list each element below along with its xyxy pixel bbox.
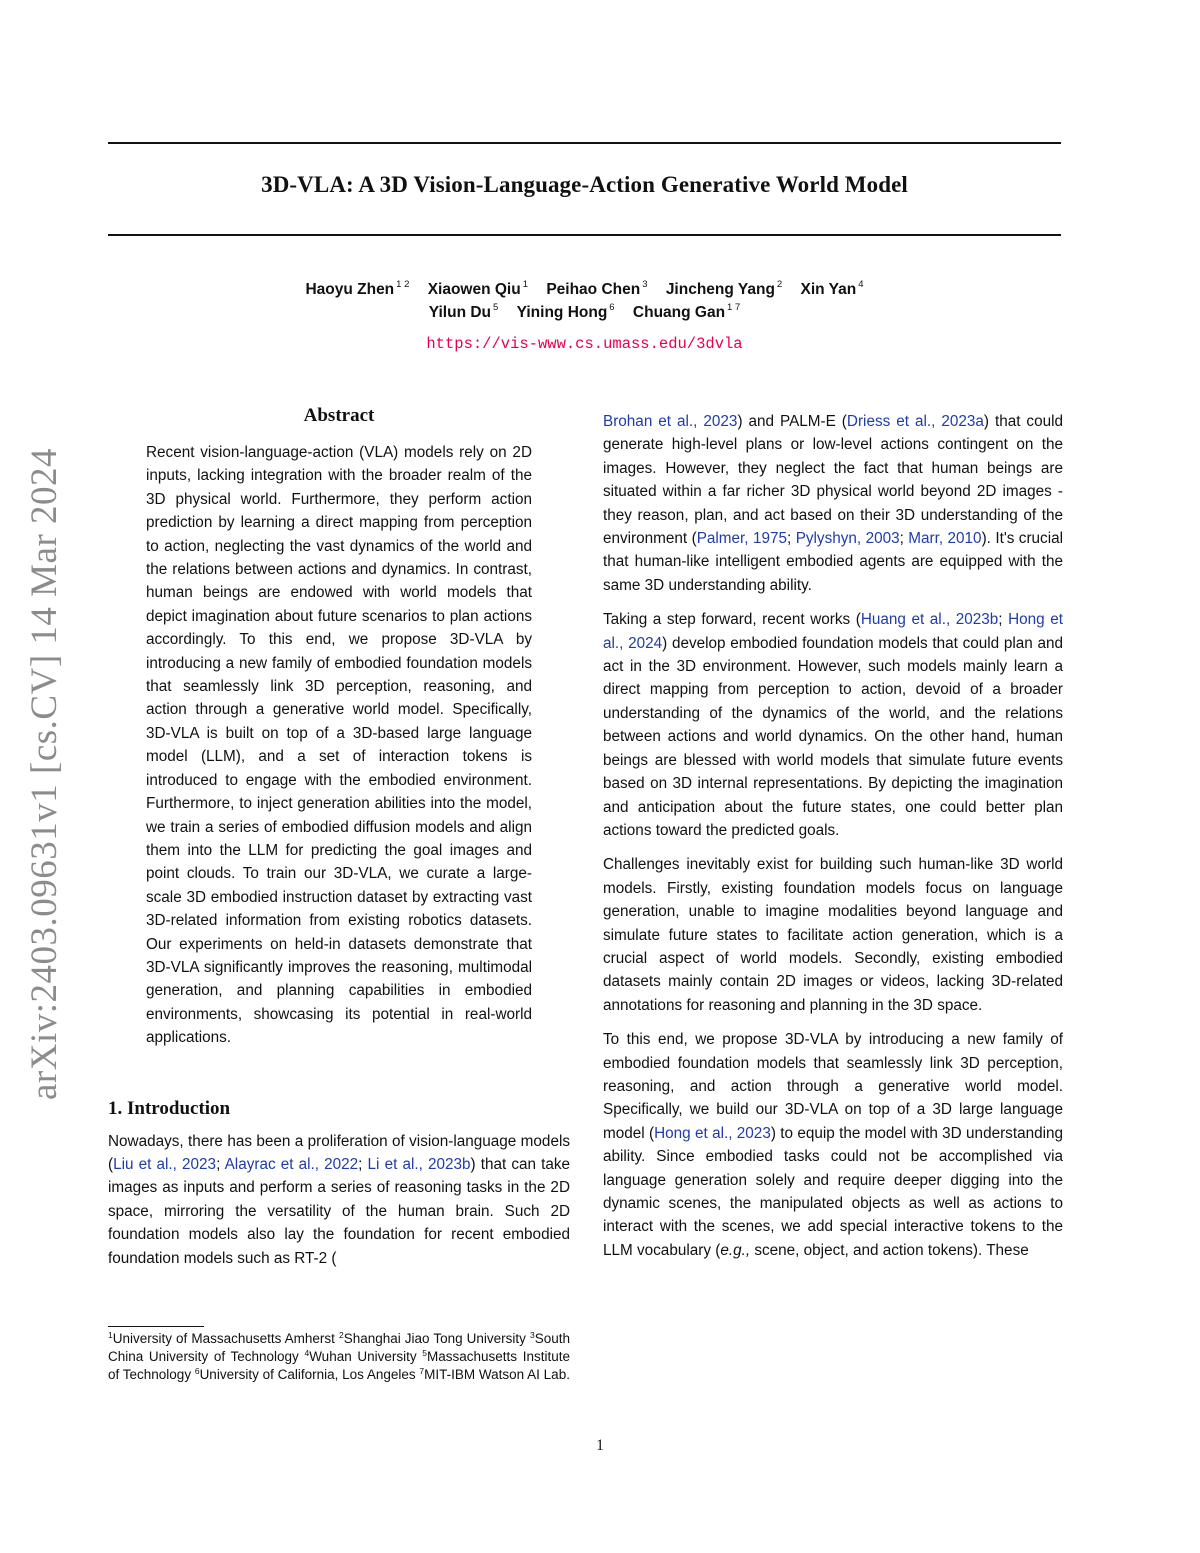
abstract-heading: Abstract (303, 405, 375, 426)
citation-link[interactable]: Hong et al., 2023 (654, 1124, 771, 1142)
citation-link[interactable]: Marr, 2010 (908, 530, 982, 548)
author: Chuang Gan $^{1 7}$ (632, 302, 741, 321)
author: Xin Yan $^4$ (800, 279, 864, 298)
affiliation-footnote: $^1$University of Massachusetts Amherst $^2$Shanghai Jiao Tong University $^3$South China University of Technology $^4$Wuhan University $^5$Massachusetts Institute of Technology $^6$University of California, Los Angeles $^7$MIT-IBM Watson AI Lab. (108, 1330, 570, 1382)
author-list (108, 278, 1061, 324)
left-column (108, 405, 570, 1281)
author: Xiaowen Qiu $^1$ (427, 279, 528, 298)
citation-link[interactable]: Brohan et al., 2023 (603, 413, 738, 430)
author-line-1 (108, 278, 1061, 301)
section-heading-introduction: 1. Introduction (108, 1097, 231, 1119)
title-rule-bottom (108, 234, 1061, 236)
citation-link[interactable]: Driess et al., 2023a (846, 413, 984, 430)
right-column (603, 410, 1063, 1273)
intro-paragraph-1: Nowadays, there has been a proliferation of vision-language models (Liu et al., 2023; Alayrac et al., 2022; Li et al., 2023b) that can take images as inputs and perform a series of reasoning tasks in the 2D space, mirroring the versatility of the human brain. Such 2D foundation models also lay the foundation for recent embodied foundation models such as RT-2 ( (108, 1132, 571, 1267)
title-rule-top (108, 142, 1061, 144)
intro-paragraph-2: Taking a step forward, recent works (Huang et al., 2023b; Hong et al., 2024) develop embodied foundation models that could plan and act in the 3D environment. However, such models mainly learn a direct mapping from perception to action, devoid of a broader understanding of the dynamics of the world, and the relations between actions and world dynamics. On the other hand, human beings are blessed with world models that simulate future events based on 3D internal representations. By depicting the imagination and anticipation about the future states, one could better plan actions toward the predicted goals. (603, 611, 1064, 839)
intro-paragraph-4: To this end, we propose 3D-VLA by introducing a new family of embodied foundation models that seamlessly link 3D perception, reasoning, and action through a generative world model. Specifically, we build our 3D-VLA on top of a 3D large language model (Hong et al., 2023) to equip the model with 3D understanding ability. Since embodied tasks could not be accomplished via language generation solely and require deeper digging into the dynamic scenes, the manipulated objects as well as actions to interact with the scenes, we add special interactive tokens to the LLM vocabulary (e.g., scene, object, and action tokens). These (603, 1031, 1064, 1259)
arxiv-stamp: arXiv:2403.09631v1 [cs.CV] 14 Mar 2024 (24, 447, 65, 1100)
page-number: 1 (596, 1437, 604, 1454)
footnote-rule (108, 1326, 204, 1327)
citation-link[interactable]: Pylyshyn, 2003 (795, 530, 900, 548)
paper-title: 3D-VLA: A 3D Vision-Language-Action Generative World Model (261, 172, 908, 197)
author: Yilun Du $^5$ (428, 302, 499, 321)
citation-link[interactable]: Hong et al., 2024 (603, 611, 1063, 652)
intro-paragraph-1-continued: Brohan et al., 2023) and PALM-E (Driess et al., 2023a) that could generate high-level plans or low-level actions contingent on the images. However, they neglect the fact that human beings are situated within a far richer 3D physical world beyond 2D images - they reason, plan, and act based on their 3D understanding of the environment (Palmer, 1975; Pylyshyn, 2003; Marr, 2010). It's crucial that human-like intelligent embodied agents are equipped with the same 3D understanding ability. (603, 413, 1064, 594)
author-line-2 (108, 301, 1061, 324)
author: Yining Hong $^6$ (516, 302, 615, 321)
citation-link[interactable]: Liu et al., 2023 (113, 1155, 217, 1173)
author: Jincheng Yang $^2$ (665, 279, 783, 298)
intro-paragraph-3: Challenges inevitably exist for building such human-like 3D world models. Firstly, existing foundation models focus on language generation, unable to imagine modalities beyond language and simulate future states to facilitate action generation, which is a crucial aspect of world models. Secondly, existing embodied datasets mainly contain 2D images or videos, lacking 3D-related annotations for reasoning and planning in the 3D space. (603, 856, 1063, 1014)
citation-link[interactable]: Huang et al., 2023b (860, 611, 999, 629)
abstract-text: Recent vision-language-action (VLA) models rely on 2D inputs, lacking integration with the broader realm of the 3D physical world. Furthermore, they perform action prediction by learning a direct mapping from perception to action, neglecting the vast dynamics of the world and the relations between actions and dynamics. In contrast, human beings are endowed with world models that depict imagination about future scenarios to plan actions accordingly. To this end, we propose 3D-VLA by introducing a new family of embodied foundation models that seamlessly link 3D perception, reasoning, and action through a generative world model. Specifically, 3D-VLA is built on top of a 3D-based large language model (LLM), and a set of interaction tokens is introduced to engage with the embodied environment. Furthermore, to inject generation abilities into the model, we train a series of embodied diffusion models and align them into the LLM for predicting the goal images and point clouds. To train our 3D-VLA, we curate a large-scale 3D embodied instruction dataset by extracting vast 3D-related information from existing robotics datasets. Our experiments on held-in datasets demonstrate that 3D-VLA significantly improves the reasoning, multimodal generation, and planning capabilities in embodied environments, showcasing its potential in real-world applications. (146, 444, 532, 1047)
project-url-link[interactable]: https://vis-www.cs.umass.edu/3dvla (426, 335, 743, 353)
citation-link[interactable]: Li et al., 2023b (367, 1155, 471, 1173)
author: Haoyu Zhen $^{1 2}$ (305, 279, 410, 298)
author: Peihao Chen $^3$ (546, 279, 648, 298)
citation-link[interactable]: Alayrac et al., 2022 (224, 1155, 359, 1173)
citation-link[interactable]: Palmer, 1975 (696, 530, 788, 548)
